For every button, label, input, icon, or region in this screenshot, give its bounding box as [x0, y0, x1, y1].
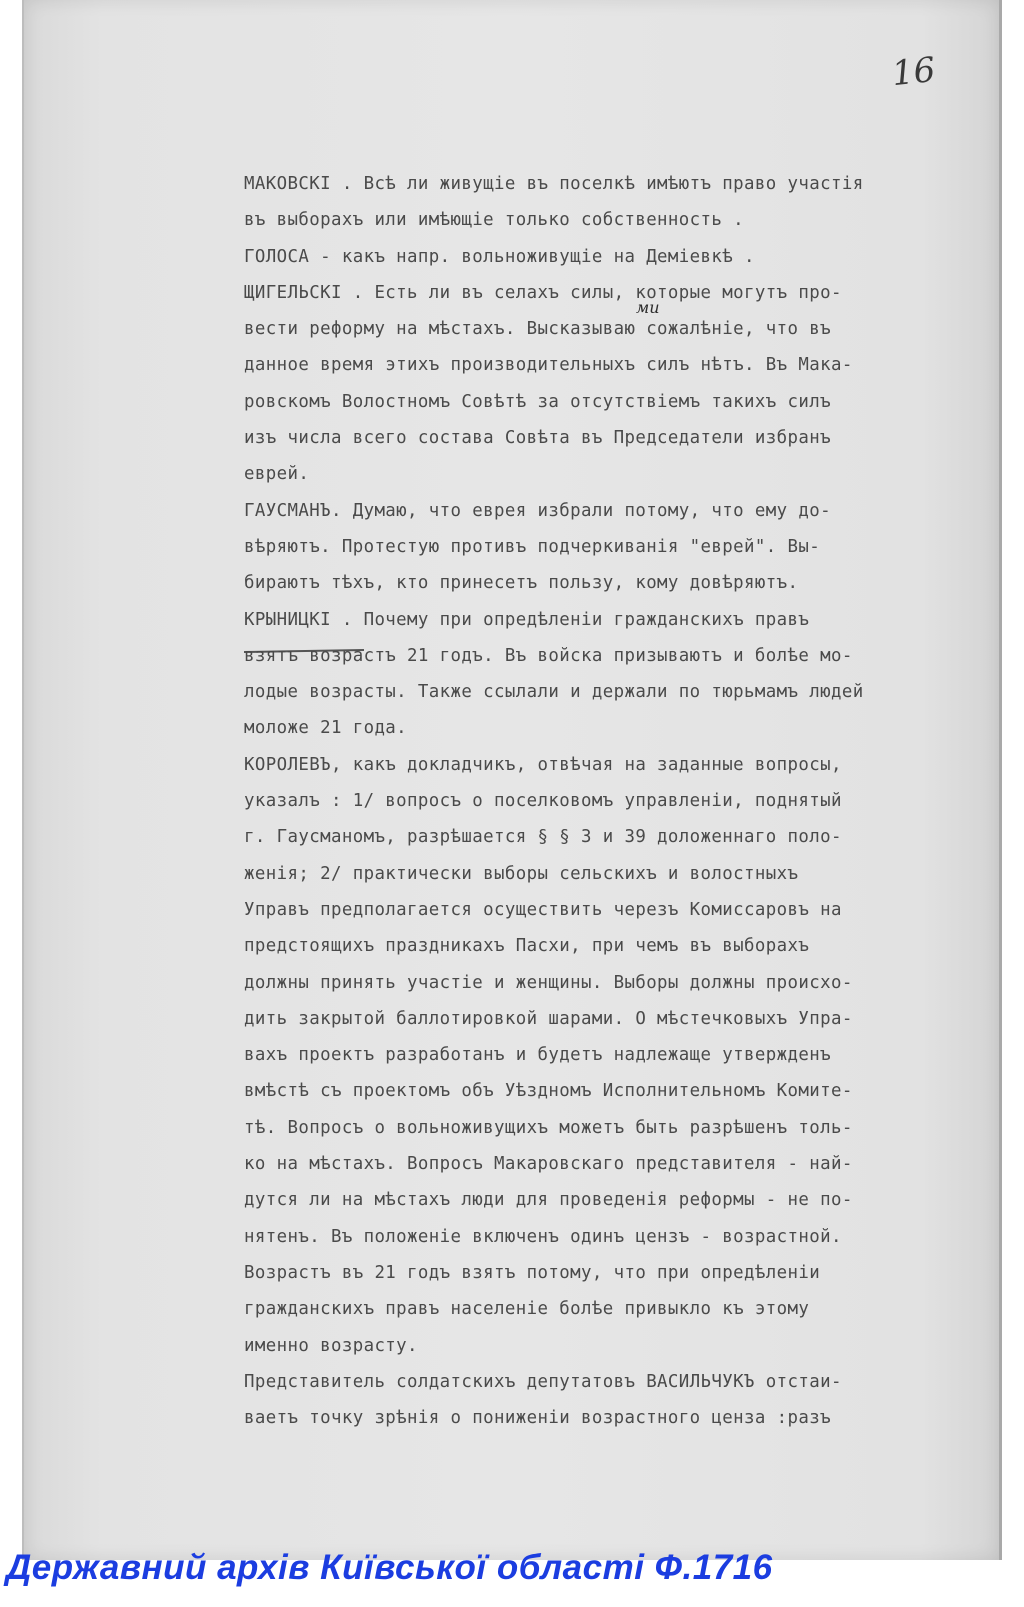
text-line: указалъ : 1/ вопросъ о поселковомъ управленіи, поднятый [244, 791, 842, 812]
text-line: Представитель солдатскихъ депутатовъ ВАСИЛЬЧУКЪ отстаи- [244, 1371, 842, 1392]
archive-caption: Державний архів Київської області Ф.1716 [6, 1548, 773, 1587]
text-line: изъ числа всего состава Совѣта въ Председатели избранъ [244, 428, 831, 449]
text-line: тѣ. Вопросъ о вольноживущихъ можетъ быть разрѣшенъ толь- [244, 1117, 853, 1138]
text-line: Возрастъ въ 21 годъ взятъ потому, что при опредѣленіи [244, 1262, 821, 1283]
text-line: гражданскихъ правъ населеніе болѣе привыкло къ этому [244, 1299, 810, 1320]
text-line: ваетъ точку зрѣнія о пониженіи возрастного ценза :разъ [244, 1408, 831, 1429]
text-line: должны принять участіе и женщины. Выборы должны происхо- [244, 972, 853, 993]
text-line: именно возрасту. [244, 1335, 418, 1356]
text-line: ЩИГЕЛЬСКІ . Есть ли въ селахъ силы, которые могутъ про- [244, 282, 842, 303]
typed-text-body [244, 166, 964, 1436]
text-line: взятъ возрастъ 21 годъ. Въ войска призываютъ и болѣе мо- [244, 645, 853, 666]
text-line: вмѣстѣ съ проектомъ объ Уѣздномъ Исполнительномъ Комите- [244, 1081, 853, 1102]
handwritten-correction: ми [636, 298, 660, 317]
text-line: КОРОЛЕВЪ, какъ докладчикъ, отвѣчая на заданные вопросы, [244, 754, 842, 775]
text-line: ровскомъ Волостномъ Совѣтѣ за отсутствіемъ такихъ силъ [244, 391, 831, 412]
page-number: 16 [890, 49, 938, 95]
text-line: ГАУСМАНЪ. Думаю, что еврея избрали потому, что ему до- [244, 500, 831, 521]
text-line: дутся ли на мѣстахъ люди для проведенія реформы - не по- [244, 1190, 853, 1211]
text-line: вѣряютъ. Протестую противъ подчеркиванія "еврей". Вы- [244, 536, 821, 557]
text-line: Управъ предполагается осуществить черезъ Комиссаровъ на [244, 899, 842, 920]
text-line: МАКОВСКІ . Всѣ ли живущіе въ поселкѣ имѣютъ право участія [244, 174, 864, 194]
text-line: ко на мѣстахъ. Вопросъ Макаровскаго представителя - най- [244, 1154, 853, 1175]
text-line: нятенъ. Въ положеніе включенъ одинъ цензъ - возрастной. [244, 1226, 842, 1247]
text-line: моложе 21 года. [244, 718, 408, 739]
text-line: еврей. [244, 464, 310, 485]
text-line: вахъ проектъ разработанъ и будетъ надлежаще утвержденъ [244, 1045, 831, 1066]
text-line: дить закрытой баллотировкой шарами. О мѣстечковыхъ Упра- [244, 1008, 853, 1029]
text-line: въ выборахъ или имѣющіе только собственность . [244, 210, 745, 231]
text-line: данное время этихъ производительныхъ силъ нѣтъ. Въ Мака- [244, 355, 853, 376]
text-line: ГОЛОСА - какъ напр. вольноживущіе на Деміевкѣ . [244, 246, 755, 267]
text-line: бираютъ тѣхъ, кто принесетъ пользу, кому довѣряютъ. [244, 573, 799, 594]
text-line: г. Гаусманомъ, разрѣшается § § 3 и 39 доложеннаго поло- [244, 827, 842, 848]
text-line: вести реформу на мѣстахъ. Высказываю сожалѣніе, что въ [244, 319, 831, 340]
text-line: КРЫНИЦКІ . Почему при опредѣленіи гражданскихъ правъ [244, 609, 810, 630]
text-line: женія; 2/ практически выборы сельскихъ и волостныхъ [244, 863, 799, 884]
text-line: лодые возрасты. Также ссылали и держали по тюрьмамъ людей [244, 682, 864, 703]
text-line: предстоящихъ праздникахъ Пасхи, при чемъ въ выборахъ [244, 936, 810, 957]
